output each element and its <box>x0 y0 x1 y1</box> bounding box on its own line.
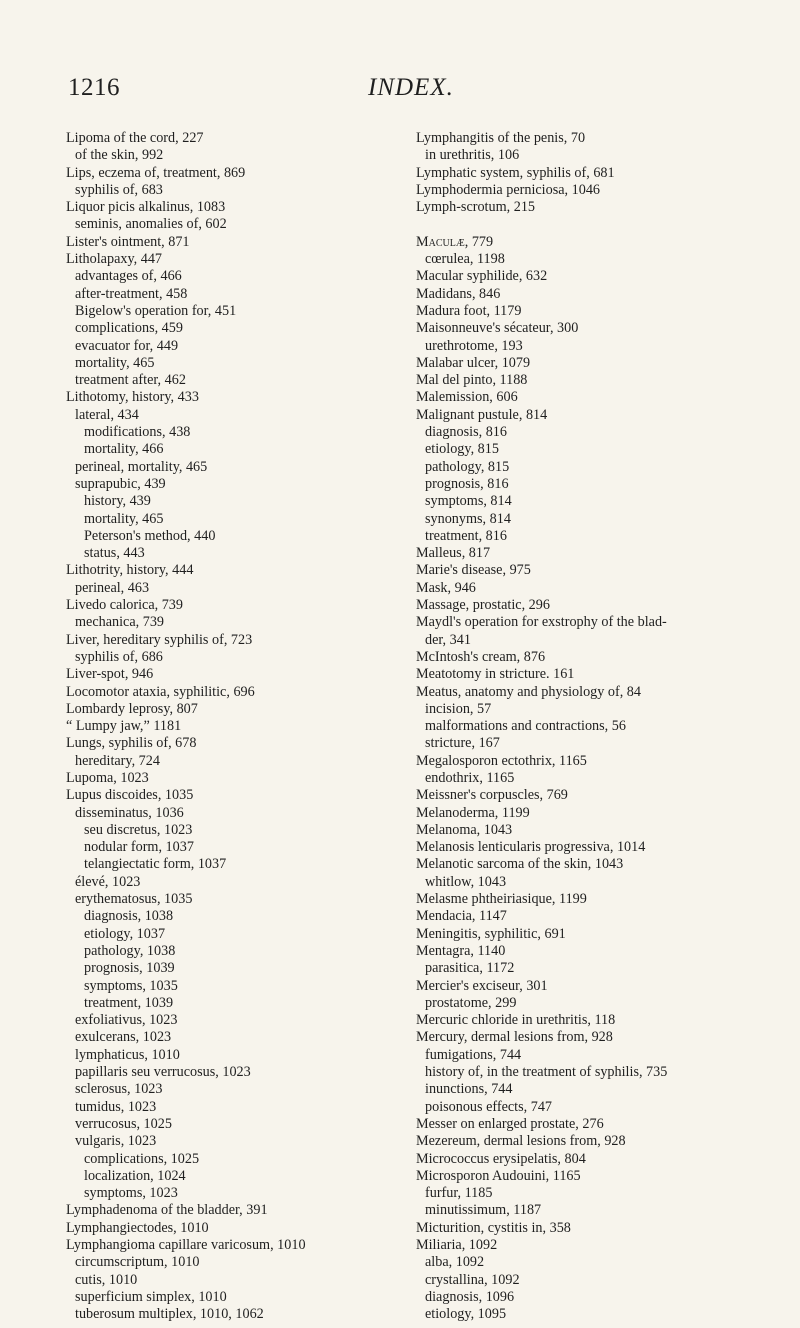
index-subentry: élevé, 1023 <box>75 873 141 890</box>
page-header <box>0 74 800 106</box>
index-entry: Lupus discoides, 1035 <box>66 787 194 804</box>
index-entry: Melanosis lenticularis progressiva, 1014 <box>416 839 646 856</box>
index-entry: Macular syphilide, 632 <box>416 268 548 285</box>
index-subentry: syphilis of, 683 <box>75 181 163 198</box>
index-subentry: inunctions, 744 <box>425 1081 513 1098</box>
index-column-right <box>416 130 766 1323</box>
index-subentry: furfur, 1185 <box>425 1185 493 1202</box>
index-entry: Malignant pustule, 814 <box>416 406 548 423</box>
index-subentry: perineal, mortality, 465 <box>75 458 208 475</box>
index-subentry: status, 443 <box>84 545 145 562</box>
index-subentry: der, 341 <box>425 631 471 648</box>
index-subentry: complications, 1025 <box>84 1150 200 1167</box>
index-entry: McIntosh's cream, 876 <box>416 648 546 665</box>
index-entry: Lymphangiectodes, 1010 <box>66 1219 209 1236</box>
index-subentry: treatment, 816 <box>425 527 507 544</box>
index-subentry: stricture, 167 <box>425 735 500 752</box>
index-entry: Meningitis, syphilitic, 691 <box>416 925 566 942</box>
index-subentry: lymphaticus, 1010 <box>75 1046 180 1063</box>
index-section-gap <box>416 216 766 233</box>
index-subentry: verrucosus, 1025 <box>75 1115 172 1132</box>
index-subentry: after-treatment, 458 <box>75 285 188 302</box>
index-entry: Marie's disease, 975 <box>416 562 531 579</box>
index-entry: Meissner's corpuscles, 769 <box>416 787 568 804</box>
index-subentry: evacuator for, 449 <box>75 337 179 354</box>
index-entry: Lombardy leprosy, 807 <box>66 700 198 717</box>
index-entry: Lymph-scrotum, 215 <box>416 199 536 216</box>
index-subentry: in urethritis, 106 <box>425 147 520 164</box>
index-entry: Lymphadenoma of the bladder, 391 <box>66 1202 268 1219</box>
index-subentry: pathology, 1038 <box>84 942 176 959</box>
index-entry: Liver, hereditary syphilis of, 723 <box>66 631 253 648</box>
index-entry: Mercier's exciseur, 301 <box>416 977 548 994</box>
index-entry: Mask, 946 <box>416 579 476 596</box>
index-entry: Massage, prostatic, 296 <box>416 597 550 614</box>
index-entry: Megalosporon ectothrix, 1165 <box>416 752 587 769</box>
index-column-left <box>66 130 406 1323</box>
index-subentry: cœrulea, 1198 <box>425 251 505 268</box>
index-entry: Lister's ointment, 871 <box>66 233 190 250</box>
index-entry: Lipoma of the cord, 227 <box>66 130 204 146</box>
index-subentry: mortality, 465 <box>84 510 164 527</box>
index-subentry: modifications, 438 <box>84 424 191 441</box>
index-entry: Lymphatic system, syphilis of, 681 <box>416 164 615 181</box>
index-entry: Meatus, anatomy and physiology of, 84 <box>416 683 641 700</box>
index-entry: Liver-spot, 946 <box>66 666 154 683</box>
index-entry: Litholapaxy, 447 <box>66 251 163 268</box>
index-subentry: seu discretus, 1023 <box>84 821 193 838</box>
index-entry: Meatotomy in stricture. 161 <box>416 666 575 683</box>
index-subentry: cutis, 1010 <box>75 1271 138 1288</box>
index-subentry: prognosis, 816 <box>425 475 509 492</box>
index-entry: Malabar ulcer, 1079 <box>416 354 531 371</box>
index-entry: Maisonneuve's sécateur, 300 <box>416 320 579 337</box>
index-subentry: diagnosis, 1096 <box>425 1288 515 1305</box>
index-subentry: alba, 1092 <box>425 1254 485 1271</box>
index-subentry: lateral, 434 <box>75 406 139 423</box>
index-subentry: mortality, 466 <box>84 441 164 458</box>
index-subentry: crystallina, 1092 <box>425 1271 520 1288</box>
index-subentry: incision, 57 <box>425 700 492 717</box>
index-subentry: parasitica, 1172 <box>425 960 515 977</box>
index-subentry: tumidus, 1023 <box>75 1098 157 1115</box>
index-subentry: prognosis, 1039 <box>84 960 175 977</box>
index-entry: Melanotic sarcoma of the skin, 1043 <box>416 856 624 873</box>
index-subentry: superficium simplex, 1010 <box>75 1288 227 1305</box>
index-entry: Lithotrity, history, 444 <box>66 562 194 579</box>
index-subentry: exulcerans, 1023 <box>75 1029 172 1046</box>
index-subentry: minutissimum, 1187 <box>425 1202 542 1219</box>
index-subentry: mechanica, 739 <box>75 614 165 631</box>
index-subentry: history of, in the treatment of syphilis, 735 <box>425 1064 668 1081</box>
index-entry: Messer on enlarged prostate, 276 <box>416 1115 604 1132</box>
index-subentry: poisonous effects, 747 <box>425 1098 553 1115</box>
index-entry: Mercury, dermal lesions from, 928 <box>416 1029 613 1046</box>
index-entry: Lithotomy, history, 433 <box>66 389 199 406</box>
index-subentry: Peterson's method, 440 <box>84 527 216 544</box>
index-subentry: etiology, 1037 <box>84 925 166 942</box>
index-subentry: exfoliativus, 1023 <box>75 1012 178 1029</box>
index-entry: “ Lumpy jaw,” 1181 <box>66 718 182 735</box>
index-subentry: sclerosus, 1023 <box>75 1081 163 1098</box>
index-entry: Mal del pinto, 1188 <box>416 372 528 389</box>
index-subentry: suprapubic, 439 <box>75 475 166 492</box>
index-entry: Madidans, 846 <box>416 285 501 302</box>
index-subentry: fumigations, 744 <box>425 1046 522 1063</box>
index-subentry: pathology, 815 <box>425 458 510 475</box>
index-subentry: perineal, 463 <box>75 579 150 596</box>
index-entry: Lymphangioma capillare varicosum, 1010 <box>66 1237 306 1253</box>
index-subentry: vulgaris, 1023 <box>75 1133 157 1150</box>
index-subentry: etiology, 1095 <box>425 1306 507 1323</box>
index-entry: Mezereum, dermal lesions from, 928 <box>416 1133 626 1150</box>
index-entry: Melanoderma, 1199 <box>416 804 530 821</box>
index-subentry: whitlow, 1043 <box>425 873 507 890</box>
index-entry: Liquor picis alkalinus, 1083 <box>66 199 226 216</box>
index-subentry: Bigelow's operation for, 451 <box>75 302 237 319</box>
index-subentry: diagnosis, 816 <box>425 424 507 441</box>
index-entry: Livedo calorica, 739 <box>66 597 183 614</box>
index-subentry: treatment after, 462 <box>75 372 186 389</box>
index-entry: Lungs, syphilis of, 678 <box>66 735 197 752</box>
index-subentry: nodular form, 1037 <box>84 839 194 856</box>
index-subentry: papillaris seu verrucosus, 1023 <box>75 1064 251 1081</box>
index-subentry: urethrotome, 193 <box>425 337 523 354</box>
index-subentry: malformations and contractions, 56 <box>425 718 626 735</box>
index-subentry: synonyms, 814 <box>425 510 511 527</box>
index-entry: Mendacia, 1147 <box>416 908 507 925</box>
index-subentry: disseminatus, 1036 <box>75 804 184 821</box>
index-entry: Micturition, cystitis in, 358 <box>416 1219 571 1236</box>
index-entry: Melanoma, 1043 <box>416 821 513 838</box>
index-subentry: treatment, 1039 <box>84 994 174 1011</box>
index-entry: Mentagra, 1140 <box>416 942 506 959</box>
index-subentry: symptoms, 1023 <box>84 1185 178 1202</box>
index-subentry: endothrix, 1165 <box>425 769 515 786</box>
index-subentry: circumscriptum, 1010 <box>75 1254 200 1271</box>
index-subentry: mortality, 465 <box>75 354 155 371</box>
index-entry: Madura foot, 1179 <box>416 302 522 319</box>
index-subentry: telangiectatic form, 1037 <box>84 856 227 873</box>
index-subentry: erythematosus, 1035 <box>75 891 193 908</box>
index-entry: Mercuric chloride in urethritis, 118 <box>416 1012 616 1029</box>
index-subentry: prostatome, 299 <box>425 994 517 1011</box>
index-entry: Lupoma, 1023 <box>66 769 149 786</box>
index-subentry: of the skin, 992 <box>75 147 164 164</box>
index-entry: Melasme phtheiriasique, 1199 <box>416 891 587 908</box>
index-entry: Micrococcus erysipelatis, 804 <box>416 1150 586 1167</box>
page-number: 1216 <box>68 74 120 101</box>
index-entry: Lymphangitis of the penis, 70 <box>416 130 586 146</box>
index-subentry: diagnosis, 1038 <box>84 908 174 925</box>
index-entry: Maydl's operation for exstrophy of the blad- <box>416 614 667 631</box>
index-subentry: symptoms, 814 <box>425 493 512 510</box>
index-subentry: etiology, 815 <box>425 441 499 458</box>
index-subentry: tuberosum multiplex, 1010, 1062 <box>75 1306 264 1323</box>
index-subentry: advantages of, 466 <box>75 268 182 285</box>
index-subentry: symptoms, 1035 <box>84 977 178 994</box>
index-entry: Lips, eczema of, treatment, 869 <box>66 164 246 181</box>
index-entry: Lymphodermia perniciosa, 1046 <box>416 181 601 198</box>
index-entry: Microsporon Audouini, 1165 <box>416 1167 581 1184</box>
index-entry: Maculæ, 779 <box>416 233 494 250</box>
index-subentry: hereditary, 724 <box>75 752 160 769</box>
index-subentry: localization, 1024 <box>84 1167 186 1184</box>
page-title: INDEX. <box>368 74 454 101</box>
index-subentry: complications, 459 <box>75 320 183 337</box>
index-subentry: seminis, anomalies of, 602 <box>75 216 227 233</box>
index-subentry: history, 439 <box>84 493 151 510</box>
index-subentry: syphilis of, 686 <box>75 648 163 665</box>
index-entry: Malemission, 606 <box>416 389 518 406</box>
index-entry: Malleus, 817 <box>416 545 491 562</box>
index-entry: Locomotor ataxia, syphilitic, 696 <box>66 683 255 700</box>
index-entry: Miliaria, 1092 <box>416 1237 498 1253</box>
